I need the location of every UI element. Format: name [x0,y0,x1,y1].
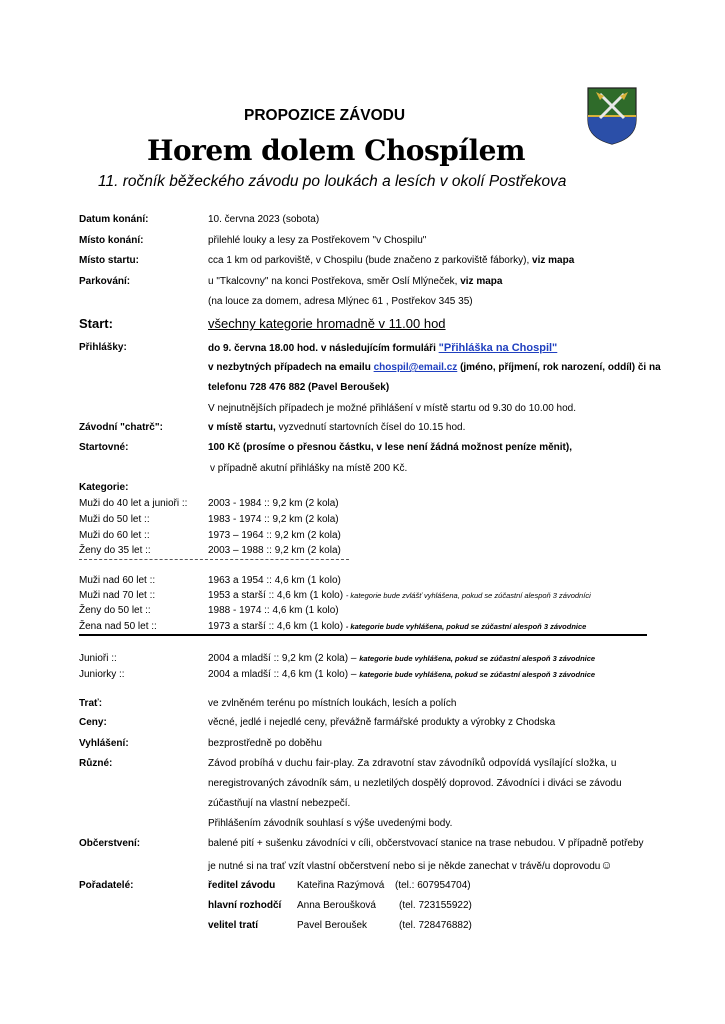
organizer-name: Kateřina Razýmová [297,880,385,891]
refreshment-line-2: je nutné si na trať vzít vlastní občerstvení nebo si je někde zanechat v trávě/u doprovodu☺ [208,858,613,872]
date-value: 10. června 2023 (sobota) [208,214,320,225]
organizer-role: velitel tratí [208,920,259,931]
category-name: Junioři :: [79,653,117,664]
fee-label: Startovné: [79,442,129,453]
venue-label: Místo konání: [79,235,144,246]
refreshment-label: Občerstvení: [79,838,141,849]
misc-line-3: zúčastňují na vlastní nebezpečí. [208,798,351,809]
category-value: 1988 - 1974 :: 4,6 km (1 kolo) [208,605,339,616]
category-name: Juniorky :: [79,669,125,680]
start-map-link[interactable]: viz mapa [532,255,575,266]
race-title: Horem dolem Chospílem [147,134,526,167]
organizer-role: hlavní rozhodčí [208,900,282,911]
category-divider [79,559,349,560]
fee-line-1: 100 Kč (prosíme o přesnou částku, v lese není žádná možnost peníze měnit), [208,442,572,453]
refreshment-line-1: balené pití + sušenku závodníci v cíli, občerstvovací stanice na trase nebudou. V případně potřeby [208,838,644,849]
venue-value: přilehlé louky a lesy za Postřekovem "v Chospilu" [208,235,427,246]
parking-value: u "Tkalcovny" na konci Postřekova, směr Oslí Mlýneček, viz mapa [208,276,503,287]
category-name: Muži do 40 let a junioři :: [79,498,188,509]
organizer-name: Anna Beroušková [297,900,376,911]
organizer-phone: (tel. 728476882) [399,920,472,931]
hut-label: Závodní "chatrč": [79,422,163,433]
registration-line-2: v nezbytných případech na emailu chospil@email.cz (jméno, příjmení, rok narození, oddíl) či na [208,362,661,373]
awards-value: bezprostředně po doběhu [208,738,322,749]
category-value: 2004 a mladší :: 4,6 km (1 kolo) – kategorie bude vyhlášena, pokud se zúčastní alespoň 3 závodnice [208,669,596,680]
category-value: 1973 a starší :: 4,6 km (1 kolo) - kategorie bude vyhlášena, pokud se zúčastní alespoň 3 závodnice [208,621,587,632]
category-value: 1983 - 1974 :: 9,2 km (2 kola) [208,514,339,525]
prizes-value: věcné, jedlé i nejedlé ceny, převážně farmářské produkty a výrobky z Chodska [208,717,556,728]
start-place-value: cca 1 km od parkoviště, v Chospilu (bude značeno z parkoviště fáborky), viz mapa [208,255,575,266]
registration-label: Přihlášky: [79,342,127,353]
registration-email-link[interactable]: chospil@email.cz [373,362,458,373]
date-label: Datum konání: [79,214,149,225]
misc-line-2: neregistrovaných závodník sám, u nezletilých dospělý doprovod. Závodníci i diváci se závodu [208,778,622,789]
category-name: Ženy do 50 let :: [79,605,151,616]
registration-form-link[interactable]: "Přihláška na Chospil" [438,342,558,354]
misc-line-4: Přihlášením závodník souhlasí s výše uvedenými body. [208,818,453,829]
category-value: 2004 a mladší :: 9,2 km (2 kola) – kategorie bude vyhlášena, pokud se zúčastní alespoň 3 závodnice [208,653,596,664]
category-name: Žena nad 50 let :: [79,621,157,632]
category-value: 1963 a 1954 :: 4,6 km (1 kolo) [208,575,341,586]
document-subtitle: PROPOZICE ZÁVODU [244,107,406,124]
registration-line-4: V nejnutnějších případech je možné přihlášení v místě startu od 9.30 do 10.00 hod. [208,403,577,414]
category-value: 1953 a starší :: 4,6 km (1 kolo) - kategorie bude zvlášť vyhlášena, pokud se zúčastní alespoň 3 závodníci [208,590,591,601]
category-value: 1973 – 1964 :: 9,2 km (2 kola) [208,530,341,541]
section-divider [79,634,647,636]
hut-value: v místě startu, vyzvednutí startovních čísel do 10.15 hod. [208,422,466,433]
misc-label: Různé: [79,758,113,769]
organizer-phone: (tel. 723155922) [399,900,472,911]
start-time-label: Start: [79,316,113,331]
category-name: Ženy do 35 let :: [79,545,151,556]
categories-heading: Kategorie: [79,482,129,493]
fee-line-2: v případně akutní přihlášky na místě 200 Kč. [210,463,408,474]
category-name: Muži do 60 let :: [79,530,150,541]
category-name: Muži do 50 let :: [79,514,150,525]
race-tagline: 11. ročník běžeckého závodu po loukách a lesích v okolí Postřekova [98,173,567,190]
municipal-emblem [586,86,638,146]
category-value: 2003 - 1984 :: 9,2 km (2 kola) [208,498,339,509]
category-name: Muži nad 60 let :: [79,575,156,586]
misc-line-1: Závod probíhá v duchu fair-play. Za zdravotní stav závodníků odpovídá vysílající složka, u [208,758,617,769]
track-label: Trať: [79,698,103,709]
start-time-value: všechny kategorie hromadně v 11.00 hod [208,316,446,331]
track-value: ve zvlněném terénu po místních loukách, lesích a polích [208,698,457,709]
start-place-label: Místo startu: [79,255,139,266]
smiley-icon: ☺ [600,858,613,872]
prizes-label: Ceny: [79,717,107,728]
parking-map-link[interactable]: viz mapa [460,276,503,287]
parking-note: (na louce za domem, adresa Mlýnec 61 , Postřekov 345 35) [208,296,473,307]
category-name: Muži nad 70 let :: [79,590,156,601]
organizers-label: Pořadatelé: [79,880,134,891]
category-value: 2003 – 1988 :: 9,2 km (2 kola) [208,545,341,556]
organizer-name: Pavel Beroušek [297,920,368,931]
parking-label: Parkování: [79,276,131,287]
awards-label: Vyhlášení: [79,738,129,749]
organizer-role: ředitel závodu [208,880,276,891]
registration-line-3: telefonu 728 476 882 (Pavel Beroušek) [208,382,390,393]
organizer-phone: (tel.: 607954704) [395,880,471,891]
registration-line-1: do 9. června 18.00 hod. v následujícím formuláři "Přihláška na Chospil" [208,342,558,354]
